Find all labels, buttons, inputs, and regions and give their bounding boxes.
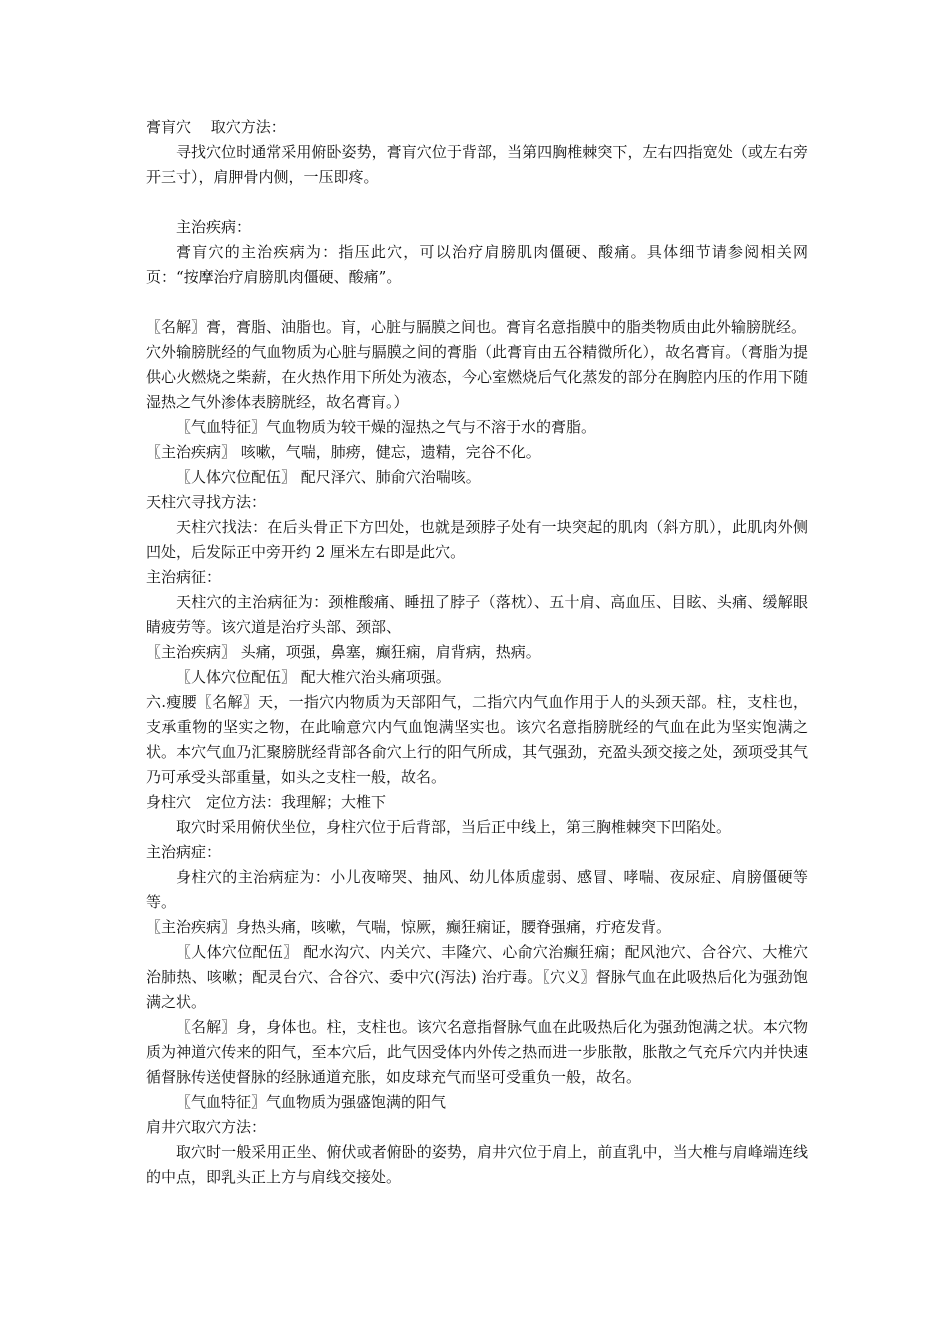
section-title-tianzhu: 天柱穴寻找方法： [146,493,267,511]
paragraph-tianzhu-combination: 〖人体穴位配伍〗 配大椎穴治头痛项强。 [176,668,451,686]
paragraph-gaohuang-name-detail: 穴外输膀胱经的气血物质为心脏与膈膜之间的膏脂（此膏肓由五谷精微所化），故名膏肓。（膏脂为提供心火燃烧之柴薪，在火热作用下所处为液态，今心室燃烧后气化蒸发的部分在胸腔内压的作用下随湿热之气外渗体表膀胱经，故名膏肓。） [146,343,808,411]
paragraph-gaohuang-name-explanation: 〖名解〗膏，膏脂、油脂也。肓，心脏与膈膜之间也。膏肓名意指膜中的脂类物质由此外输膀胱经。 [146,318,807,336]
subheading-indications: 主治疾病： [176,218,252,236]
paragraph-shenzhu-qi-blood: 〖气血特征〗气血物质为强盛饱满的阳气 [176,1093,447,1111]
section-title-shenzhu: 身柱穴 定位方法：我理解；大椎下 [146,793,387,811]
paragraph-gaohuang-qi-blood: 〖气血特征〗气血物质为较干燥的湿热之气与不溶于水的膏脂。 [176,418,597,436]
paragraph-jianjing-location: 取穴时一般采用正坐、俯伏或者俯卧的姿势，肩井穴位于肩上，前直乳中，当大椎与肩峰端连线的中点，即乳头正上方与肩线交接处。 [146,1143,808,1186]
paragraph-shenzhu-location: 取穴时采用俯伏坐位，身柱穴位于后背部，当后正中线上，第三胸椎棘突下凹陷处。 [176,818,732,836]
paragraph-shenzhu-symptoms: 身柱穴的主治病症为：小儿夜啼哭、抽风、幼儿体质虚弱、感冒、哮喘、夜尿症、肩膀僵硬等等。 [146,868,808,911]
paragraph-gaohuang-location: 寻找穴位时通常采用俯卧姿势，膏肓穴位于背部，当第四胸椎棘突下，左右四指宽处（或左右旁开三寸），肩胛骨内侧，一压即疼。 [146,143,808,186]
paragraph-tianzhu-symptoms: 天柱穴的主治病征为：颈椎酸痛、睡扭了脖子（落枕）、五十肩、高血压、目眩、头痛、缓解眼睛疲劳等。该穴道是治疗头部、颈部、 [146,593,808,636]
paragraph-gaohuang-diseases: 〖主治疾病〗 咳嗽，气喘，肺痨，健忘，遗精，完谷不化。 [146,443,541,461]
document-page [146,115,808,1190]
paragraph-gaohuang-combination: 〖人体穴位配伍〗 配尺泽穴、肺俞穴治喘咳。 [176,468,481,486]
paragraph-tianzhu-location: 天柱穴找法：在后头骨正下方凹处，也就是颈脖子处有一块突起的肌肉（斜方肌），此肌肉外侧凹处，后发际正中旁开约 2 厘米左右即是此穴。 [146,518,808,561]
subheading-tianzhu-symptoms: 主治病征： [146,568,222,586]
paragraph-tianzhu-diseases: 〖主治疾病〗 头痛，项强，鼻塞，癫狂痫，肩背病，热病。 [146,643,541,661]
paragraph-tianzhu-name-explanation: 六.瘦腰〖名解〗天，一指穴内物质为天部阳气，二指穴内气血作用于人的头颈天部。柱，支柱也，支承重物的坚实之物，在此喻意穴内气血饱满坚实也。该穴名意指膀胱经的气血在此为坚实饱满之状。本穴气血乃汇聚膀胱经背部各俞穴上行的阳气所成，其气强劲，充盈头颈交接之处，颈项受其气乃可承受头部重量，如头之支柱一般，故名。 [146,693,808,786]
section-title-jianjing: 肩井穴取穴方法： [146,1118,267,1136]
paragraph-shenzhu-diseases: 〖主治疾病〗身热头痛，咳嗽，气喘，惊厥，癫狂痫证，腰脊强痛，疔疮发背。 [146,918,672,936]
blank-line [146,190,808,215]
blank-line [146,290,808,315]
section-title-gaohuang: 膏肓穴 取穴方法： [146,118,286,136]
subheading-shenzhu-symptoms: 主治病症： [146,843,222,861]
paragraph-shenzhu-combination: 〖人体穴位配伍〗 配水沟穴、内关穴、丰隆穴、心俞穴治癫狂痫；配风池穴、合谷穴、大椎穴治肺热、咳嗽；配灵台穴、合谷穴、委中穴(泻法) 治疔毒。〖穴义〗督脉气血在此吸热后化为强劲饱满之状。 [146,943,808,1011]
paragraph-gaohuang-indications: 膏肓穴的主治疾病为：指压此穴，可以治疗肩膀肌肉僵硬、酸痛。具体细节请参阅相关网页：“按摩治疗肩膀肌肉僵硬、酸痛”。 [146,243,808,286]
paragraph-shenzhu-name-explanation: 〖名解〗身，身体也。柱，支柱也。该穴名意指督脉气血在此吸热后化为强劲饱满之状。本穴物质为神道穴传来的阳气，至本穴后，此气因受体内外传之热而进一步胀散，胀散之气充斥穴内并快速循督脉传送使督脉的经脉通道充胀，如皮球充气而坚可受重负一般，故名。 [146,1018,808,1086]
